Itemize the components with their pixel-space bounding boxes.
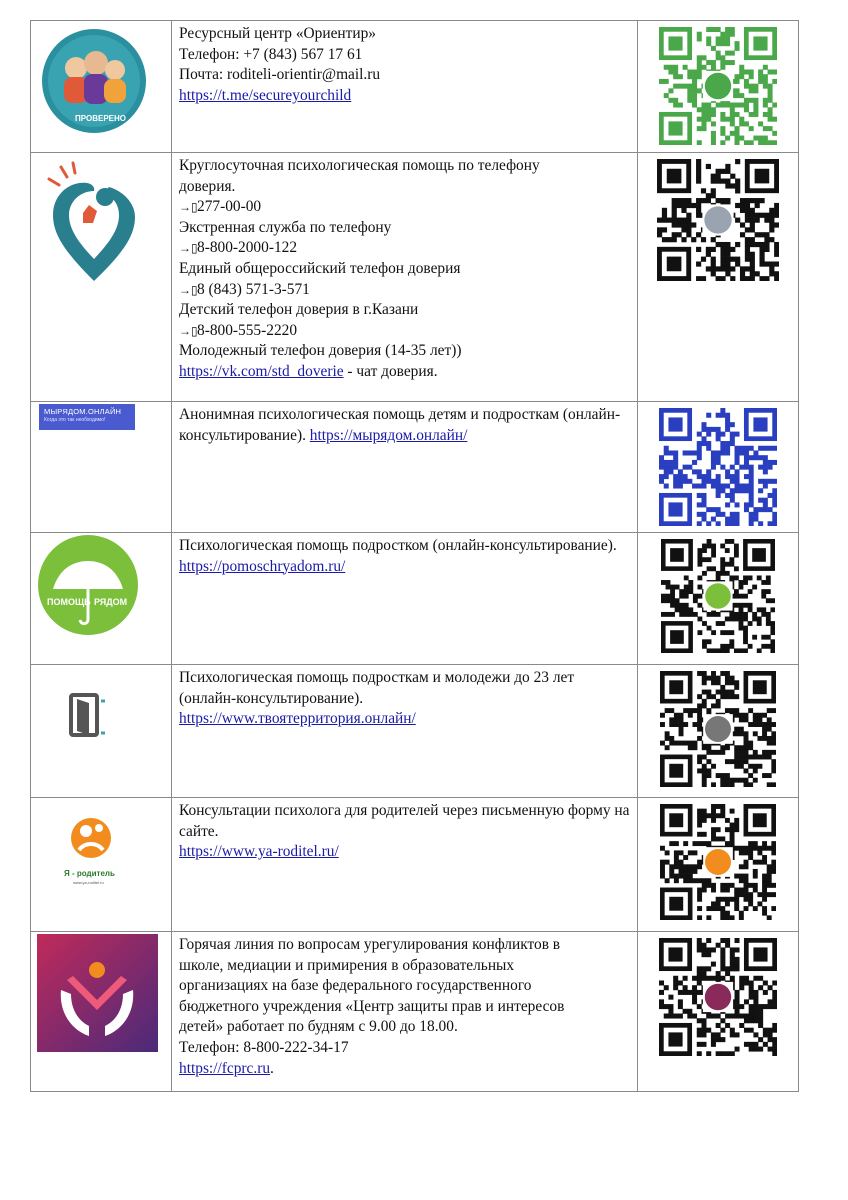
link-line xyxy=(179,1059,631,1080)
logo-cell xyxy=(31,402,172,533)
qr-cell xyxy=(638,21,799,153)
service-description: Консультации психолога для родителей через письменную форму на сайте. xyxy=(179,802,630,840)
logo-cell xyxy=(31,21,172,153)
qr-cell xyxy=(638,533,799,665)
service-description: Анонимная психологическая помощь детям и подросткам (онлайн-консультирование). xyxy=(179,406,621,444)
service-description: Психологическая помощь подростком (онлайн-консультирование). xyxy=(179,537,617,554)
phone-caption: Детский телефон доверия в г.Казани xyxy=(179,301,419,319)
qr-cell xyxy=(638,665,799,798)
phone-caption: Единый общероссийский телефон доверия xyxy=(179,259,461,277)
ya-roditel-link[interactable]: https://www.ya-roditel.ru/ xyxy=(179,843,339,861)
door-logo xyxy=(31,665,171,797)
phone-entry xyxy=(179,321,631,342)
text-cell xyxy=(172,665,638,798)
phone-number: 277-00-00 xyxy=(197,198,262,216)
phone-entry xyxy=(179,280,631,301)
qr-code[interactable] xyxy=(657,159,779,281)
phone-number: 8 (843) 571-3-571 xyxy=(197,280,310,298)
ya-roditel-small: www.ya-roditel.ru xyxy=(73,880,104,885)
hotline-line: бюджетного учреждения «Центр защиты прав и интересов xyxy=(179,997,565,1015)
qr-code[interactable] xyxy=(659,938,777,1056)
logo-cell xyxy=(31,798,172,932)
qr-code[interactable] xyxy=(659,408,777,526)
orientir-logo xyxy=(31,21,171,152)
logo-cell xyxy=(31,153,172,402)
phone-icon: →▯ xyxy=(179,200,198,215)
phone-entry xyxy=(179,197,631,218)
text-cell xyxy=(172,533,638,665)
table-row xyxy=(31,932,799,1092)
link-suffix: . xyxy=(270,1059,274,1077)
email-line: Почта: roditeli-orientir@mail.ru xyxy=(179,66,381,84)
qr-code[interactable] xyxy=(660,671,776,787)
hotline-phone: Телефон: 8-800-222-34-17 xyxy=(179,1038,349,1056)
phone-caption: Экстренная служба по телефону xyxy=(179,218,392,236)
pomosch-ryadom-logo xyxy=(31,533,171,664)
text-cell xyxy=(172,21,638,153)
table-row xyxy=(31,153,799,402)
qr-cell xyxy=(638,932,799,1092)
hotline-line: детей» работает по будням с 9.00 до 18.00. xyxy=(179,1018,458,1036)
hotline-line: Горячая линия по вопросам урегулирования конфликтов в xyxy=(179,936,561,953)
text-cell xyxy=(172,798,638,932)
phone-caption: Молодежный телефон доверия (14-35 лет)) xyxy=(179,342,462,360)
qr-code[interactable] xyxy=(660,804,776,920)
phone-icon: →▯ xyxy=(179,323,198,338)
hotline-line: организациях на базе федерального государственного xyxy=(179,977,532,995)
logo-text-right: РЯДОМ xyxy=(94,597,128,607)
link-suffix: - чат доверия. xyxy=(343,362,438,380)
phone-number: 8-800-555-2220 xyxy=(197,321,298,339)
resources-table xyxy=(30,20,799,1092)
logo-text-left: ПОМОЩЬ xyxy=(47,597,91,607)
phone-line: Телефон: +7 (843) 567 17 61 xyxy=(179,45,363,63)
orientir-logo-text: ПРОВЕРЕНО xyxy=(75,114,126,123)
table-row xyxy=(31,798,799,932)
trust-line-logo xyxy=(31,153,171,401)
myryadom-link[interactable]: https://мырядом.онлайн/ xyxy=(309,426,468,444)
qr-cell xyxy=(638,153,799,402)
link-line xyxy=(179,362,631,383)
territory-link[interactable]: https://www.твоятерритория.онлайн/ xyxy=(179,710,416,728)
table-row xyxy=(31,665,799,798)
phone-number: 8-800-2000-122 xyxy=(197,239,298,257)
service-title-cont: доверия. xyxy=(179,177,236,195)
vk-link[interactable]: https://vk.com/std_doverie xyxy=(179,362,344,380)
pomosch-link[interactable]: https://pomoschryadom.ru/ xyxy=(179,557,346,575)
hotline-line: школе, медиации и примирения в образовательных xyxy=(179,956,515,974)
phone-icon: →▯ xyxy=(179,241,198,256)
text-cell xyxy=(172,153,638,402)
table-row xyxy=(31,402,799,533)
qr-code[interactable] xyxy=(659,27,777,145)
ya-roditel-caption: Я - родитель xyxy=(64,869,115,878)
myryadom-logo xyxy=(39,404,135,430)
phone-icon: →▯ xyxy=(179,282,198,297)
table-row xyxy=(31,21,799,153)
logo-cell xyxy=(31,932,172,1092)
table-row xyxy=(31,533,799,665)
qr-cell xyxy=(638,798,799,932)
myryadom-logo-subtitle: Когда это так необходимо! xyxy=(44,417,106,423)
fcprc-logo xyxy=(31,932,171,1091)
myryadom-logo-title: МЫРЯДОМ.ОНЛАЙН xyxy=(44,407,122,416)
telegram-link[interactable]: https://t.me/secureyourchild xyxy=(179,86,352,104)
service-title: Круглосуточная психологическая помощь по телефону xyxy=(179,157,540,174)
qr-code[interactable] xyxy=(661,539,775,653)
org-name: Ресурсный центр «Ориентир» xyxy=(179,25,377,42)
logo-cell xyxy=(31,533,172,665)
fcprc-link[interactable]: https://fcprc.ru xyxy=(179,1059,271,1077)
ya-roditel-logo xyxy=(31,798,171,931)
service-description: Психологическая помощь подросткам и молодежи до 23 лет (онлайн-консультирование). xyxy=(179,669,575,707)
text-cell xyxy=(172,932,638,1092)
qr-cell xyxy=(638,402,799,533)
logo-cell xyxy=(31,665,172,798)
phone-entry xyxy=(179,238,631,259)
text-cell xyxy=(172,402,638,533)
